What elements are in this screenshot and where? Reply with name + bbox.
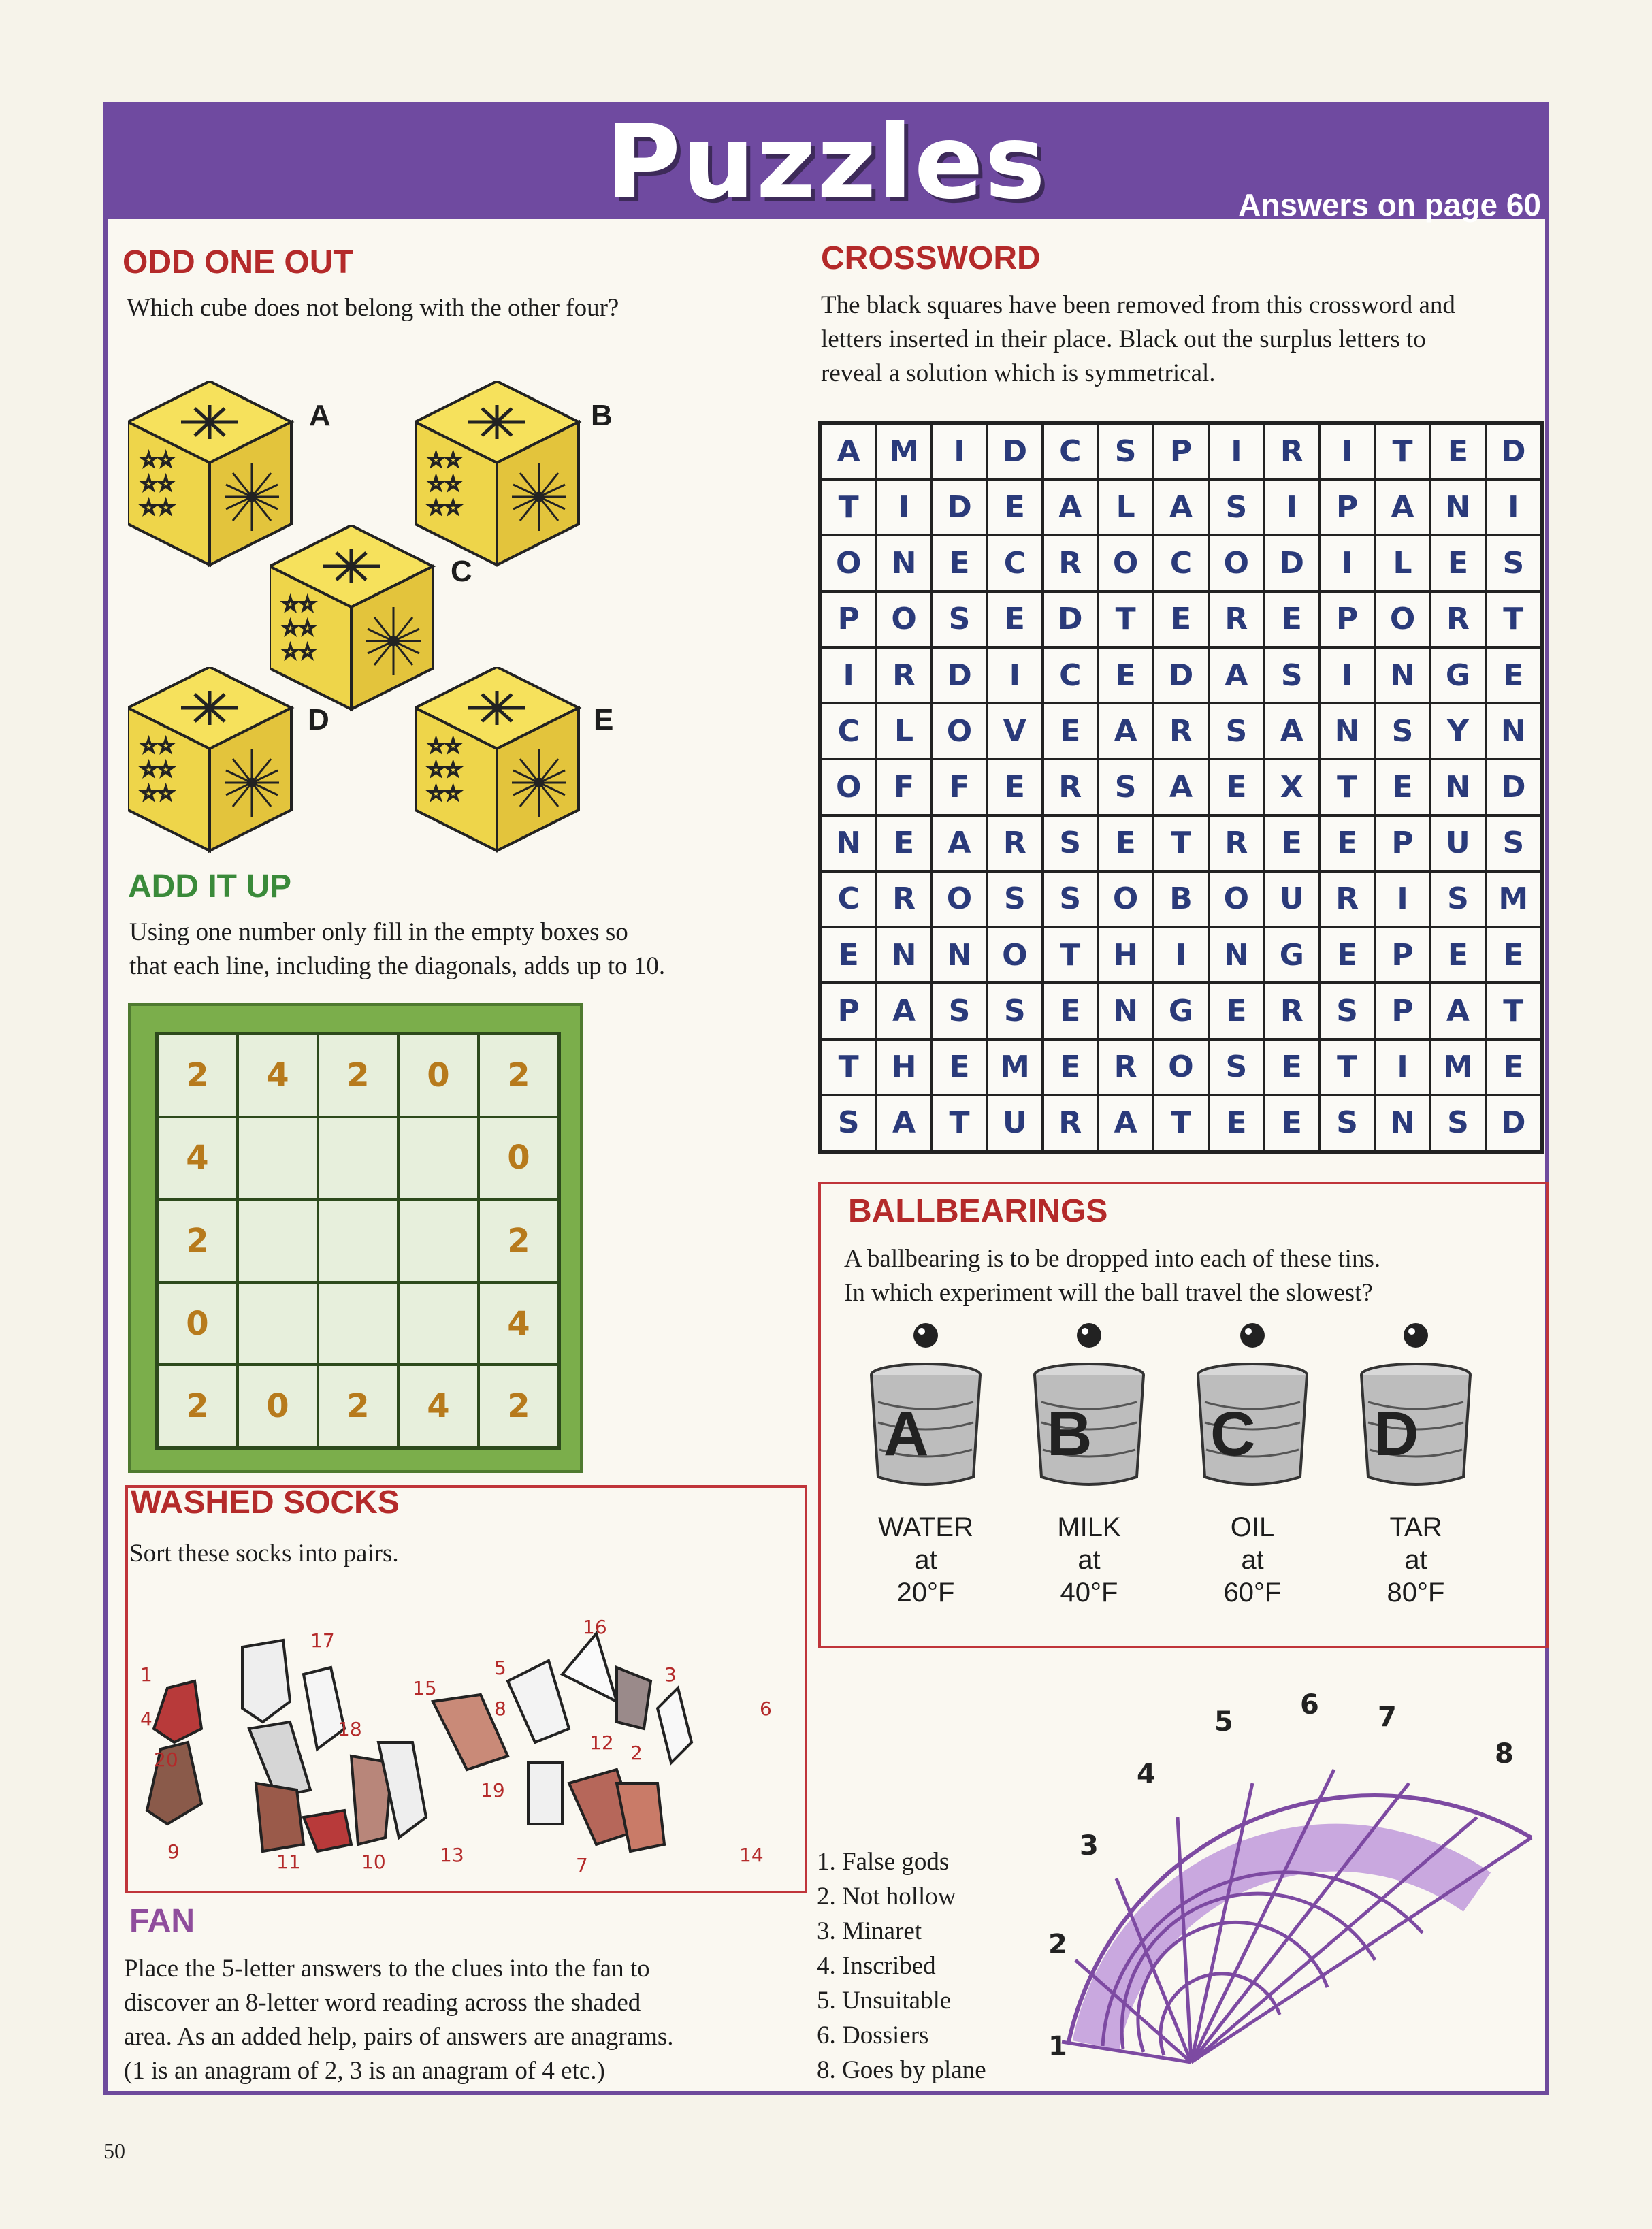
add-grid-cell[interactable] xyxy=(398,1117,479,1200)
crossword-cell[interactable]: E xyxy=(987,479,1042,535)
crossword-cell[interactable]: P xyxy=(1375,927,1430,983)
sock-number-20: 20 xyxy=(154,1748,178,1771)
crossword-cell[interactable]: L xyxy=(876,703,931,759)
crossword-cell[interactable]: S xyxy=(821,1095,876,1151)
socks-illustration xyxy=(127,1593,805,1878)
crossword-cell[interactable]: O xyxy=(1098,535,1153,591)
tin-a-at: at xyxy=(914,1545,937,1575)
crossword-cell[interactable]: S xyxy=(1319,983,1374,1039)
crossword-cell[interactable]: U xyxy=(987,1095,1042,1151)
add-grid-cell: 4 xyxy=(479,1282,559,1365)
crossword-cell[interactable]: I xyxy=(1319,423,1374,479)
crossword-cell[interactable]: E xyxy=(987,591,1042,647)
add-grid-cell: 4 xyxy=(157,1117,238,1200)
crossword-cell[interactable]: E xyxy=(1098,815,1153,871)
crossword-cell[interactable]: T xyxy=(1319,1039,1374,1095)
sock-number-16: 16 xyxy=(583,1616,607,1638)
add-it-up-text-1: Using one number only fill in the empty boxes so xyxy=(129,918,628,946)
crossword-cell[interactable]: R xyxy=(1430,591,1485,647)
page-title: Puzzles xyxy=(606,103,1047,222)
crossword-cell[interactable]: A xyxy=(932,815,987,871)
crossword-cell[interactable]: S xyxy=(987,871,1042,927)
crossword-cell[interactable]: O xyxy=(1209,535,1264,591)
washed-socks-text: Sort these socks into pairs. xyxy=(129,1540,399,1567)
crossword-cell[interactable]: D xyxy=(1153,647,1208,703)
crossword-cell[interactable]: A xyxy=(876,983,931,1039)
fan-number-3: 3 xyxy=(1080,1830,1099,1861)
crossword-cell[interactable]: I xyxy=(1319,647,1374,703)
fan-clue-1: 1. False gods xyxy=(817,1848,950,1876)
crossword-cell[interactable]: N xyxy=(876,927,931,983)
sock-number-5: 5 xyxy=(494,1657,506,1679)
fan-clue-5: 5. Unsuitable xyxy=(817,1987,952,2015)
crossword-cell[interactable]: E xyxy=(1430,927,1485,983)
crossword-cell[interactable]: T xyxy=(932,1095,987,1151)
sock-number-3: 3 xyxy=(664,1663,677,1686)
cube-a-label: A xyxy=(309,399,331,432)
crossword-cell[interactable]: H xyxy=(1098,927,1153,983)
tin-letter-b: B xyxy=(1047,1399,1092,1469)
add-grid-cell: 0 xyxy=(157,1282,238,1365)
tin-b-temp: 40°F xyxy=(1060,1578,1118,1608)
cube-b xyxy=(415,381,582,568)
crossword-cell[interactable]: E xyxy=(1043,1039,1098,1095)
crossword-cell[interactable]: G xyxy=(1264,927,1319,983)
crossword-cell[interactable]: M xyxy=(876,423,931,479)
crossword-cell[interactable]: D xyxy=(1486,759,1541,815)
crossword-cell[interactable]: S xyxy=(987,983,1042,1039)
add-grid-cell[interactable] xyxy=(398,1199,479,1282)
fan-title: FAN xyxy=(129,1903,195,1939)
crossword-cell[interactable]: R xyxy=(1264,983,1319,1039)
crossword-cell[interactable]: D xyxy=(1264,535,1319,591)
add-grid-cell: 2 xyxy=(479,1034,559,1117)
sock-number-8: 8 xyxy=(494,1697,506,1720)
crossword-cell[interactable]: O xyxy=(1153,1039,1208,1095)
sock-number-13: 13 xyxy=(440,1844,464,1866)
crossword-cell[interactable]: E xyxy=(987,759,1042,815)
crossword-cell[interactable]: S xyxy=(1043,871,1098,927)
crossword-cell[interactable]: S xyxy=(1486,535,1541,591)
tin-b-label xyxy=(1028,1511,1150,1609)
crossword-cell[interactable]: O xyxy=(821,535,876,591)
crossword-cell[interactable]: I xyxy=(987,647,1042,703)
tin-d-at: at xyxy=(1404,1545,1427,1575)
fan-text-3: area. As an added help, pairs of answers are anagrams. xyxy=(124,2023,674,2051)
crossword-cell[interactable]: C xyxy=(821,703,876,759)
add-grid-cell: 4 xyxy=(398,1365,479,1448)
add-grid-cell: 0 xyxy=(238,1365,318,1448)
sock-number-14: 14 xyxy=(739,1844,764,1866)
fan-text-4: (1 is an anagram of 2, 3 is an anagram of 4 etc.) xyxy=(124,2057,605,2085)
crossword-cell[interactable]: S xyxy=(1209,1039,1264,1095)
sock-number-7: 7 xyxy=(576,1854,588,1876)
odd-one-out-title: ODD ONE OUT xyxy=(123,244,353,280)
fan-text-1: Place the 5-letter answers to the clues into the fan to xyxy=(124,1955,650,1983)
crossword-cell[interactable]: U xyxy=(1264,871,1319,927)
crossword-cell[interactable]: U xyxy=(1430,815,1485,871)
crossword-cell[interactable]: G xyxy=(1430,647,1485,703)
crossword-cell[interactable]: H xyxy=(876,1039,931,1095)
add-it-up-text-2: that each line, including the diagonals, adds up to 10. xyxy=(129,952,666,980)
crossword-cell[interactable]: E xyxy=(1430,535,1485,591)
crossword-cell[interactable]: D xyxy=(932,647,987,703)
crossword-cell[interactable]: O xyxy=(1098,871,1153,927)
add-grid-cell[interactable] xyxy=(318,1282,398,1365)
sock-number-2: 2 xyxy=(630,1742,643,1764)
sock-number-11: 11 xyxy=(276,1851,301,1873)
tin-letter-a: A xyxy=(884,1399,929,1469)
fan-number-1: 1 xyxy=(1048,2031,1067,2062)
crossword-cell[interactable]: P xyxy=(821,591,876,647)
crossword-cell[interactable]: E xyxy=(1319,815,1374,871)
crossword-cell[interactable]: O xyxy=(1375,591,1430,647)
crossword-cell[interactable]: O xyxy=(932,703,987,759)
ballbearings-title: BALLBEARINGS xyxy=(848,1193,1108,1229)
add-grid-cell: 2 xyxy=(479,1199,559,1282)
crossword-cell[interactable]: A xyxy=(876,1095,931,1151)
tin-c-label xyxy=(1191,1511,1314,1609)
ballbearings-text-1: A ballbearing is to be dropped into each of these tins. xyxy=(844,1245,1381,1273)
add-grid-cell: 2 xyxy=(318,1365,398,1448)
crossword-cell[interactable]: T xyxy=(1043,927,1098,983)
crossword-cell[interactable]: R xyxy=(1043,759,1098,815)
tin-a-liquid: WATER xyxy=(878,1512,973,1542)
crossword-cell[interactable]: E xyxy=(932,535,987,591)
page-number: 50 xyxy=(103,2138,125,2163)
crossword-cell[interactable]: N xyxy=(1098,983,1153,1039)
crossword-cell[interactable]: E xyxy=(1486,927,1541,983)
tin-d-label xyxy=(1355,1511,1477,1609)
crossword-cell[interactable]: F xyxy=(876,759,931,815)
tin-c-temp: 60°F xyxy=(1223,1578,1282,1608)
crossword-cell[interactable]: T xyxy=(1375,423,1430,479)
crossword-grid xyxy=(818,421,1544,1154)
tin-b-liquid: MILK xyxy=(1057,1512,1121,1542)
crossword-cell[interactable]: C xyxy=(1043,423,1098,479)
crossword-cell[interactable]: A xyxy=(1153,759,1208,815)
tin-d-liquid: TAR xyxy=(1389,1512,1442,1542)
crossword-cell[interactable]: S xyxy=(1209,703,1264,759)
crossword-cell[interactable]: E xyxy=(1264,591,1319,647)
crossword-cell[interactable]: N xyxy=(1209,927,1264,983)
add-grid-cell[interactable] xyxy=(398,1282,479,1365)
crossword-cell[interactable]: E xyxy=(821,927,876,983)
ballbearings-text-2: In which experiment will the ball travel the slowest? xyxy=(844,1279,1373,1307)
fan-clue-8: 8. Goes by plane xyxy=(817,2056,986,2084)
crossword-cell[interactable]: E xyxy=(1486,647,1541,703)
crossword-cell[interactable]: P xyxy=(1319,591,1374,647)
crossword-cell[interactable]: A xyxy=(1153,479,1208,535)
crossword-cell[interactable]: O xyxy=(876,591,931,647)
crossword-cell[interactable]: N xyxy=(821,815,876,871)
crossword-cell[interactable]: S xyxy=(1430,871,1485,927)
crossword-cell[interactable]: T xyxy=(821,479,876,535)
sock-number-19: 19 xyxy=(481,1779,505,1802)
crossword-cell[interactable]: T xyxy=(821,1039,876,1095)
crossword-cell[interactable]: S xyxy=(1098,423,1153,479)
cube-d xyxy=(128,667,295,854)
add-grid-cell: 2 xyxy=(479,1365,559,1448)
add-grid-cell[interactable] xyxy=(238,1117,318,1200)
add-grid-cell[interactable] xyxy=(318,1199,398,1282)
crossword-cell[interactable]: O xyxy=(1209,871,1264,927)
crossword-cell[interactable]: R xyxy=(1043,1095,1098,1151)
crossword-cell[interactable]: I xyxy=(1153,927,1208,983)
crossword-text-3: reveal a solution which is symmetrical. xyxy=(821,359,1216,387)
crossword-cell[interactable]: R xyxy=(876,871,931,927)
crossword-cell[interactable]: R xyxy=(1209,591,1264,647)
crossword-cell[interactable]: T xyxy=(1098,591,1153,647)
sock xyxy=(154,1681,201,1742)
tin-a-label xyxy=(864,1511,987,1609)
crossword-cell[interactable]: M xyxy=(987,1039,1042,1095)
crossword-cell[interactable]: D xyxy=(987,423,1042,479)
fan-number-5: 5 xyxy=(1214,1706,1233,1738)
crossword-cell[interactable]: E xyxy=(1098,647,1153,703)
add-it-up-grid xyxy=(128,1003,583,1473)
crossword-cell[interactable]: N xyxy=(1319,703,1374,759)
crossword-cell[interactable]: M xyxy=(1430,1039,1485,1095)
crossword-cell[interactable]: P xyxy=(1375,983,1430,1039)
crossword-cell[interactable]: I xyxy=(821,647,876,703)
crossword-cell[interactable]: V xyxy=(987,703,1042,759)
crossword-cell[interactable]: A xyxy=(1209,647,1264,703)
crossword-cell[interactable]: I xyxy=(1375,1039,1430,1095)
crossword-cell[interactable]: E xyxy=(1319,927,1374,983)
add-grid-cell[interactable] xyxy=(238,1282,318,1365)
add-grid-cell: 2 xyxy=(157,1034,238,1117)
crossword-cell[interactable]: N xyxy=(932,927,987,983)
crossword-cell[interactable]: R xyxy=(1264,423,1319,479)
sock-number-6: 6 xyxy=(760,1697,772,1720)
crossword-cell[interactable]: E xyxy=(1264,1095,1319,1151)
add-grid-cell: 2 xyxy=(157,1365,238,1448)
crossword-cell[interactable]: S xyxy=(1319,1095,1374,1151)
washed-socks-title: WASHED SOCKS xyxy=(131,1484,400,1520)
crossword-cell[interactable]: R xyxy=(987,815,1042,871)
add-grid-cell: 4 xyxy=(238,1034,318,1117)
crossword-cell[interactable]: E xyxy=(1209,1095,1264,1151)
sock-number-17: 17 xyxy=(310,1629,335,1652)
crossword-cell[interactable]: F xyxy=(932,759,987,815)
tin-letter-d: D xyxy=(1374,1399,1419,1469)
add-it-up-title: ADD IT UP xyxy=(128,868,291,905)
crossword-cell[interactable]: A xyxy=(1098,703,1153,759)
crossword-cell[interactable]: O xyxy=(987,927,1042,983)
crossword-cell[interactable]: S xyxy=(932,983,987,1039)
crossword-cell[interactable]: E xyxy=(1043,983,1098,1039)
crossword-cell[interactable]: C xyxy=(1153,535,1208,591)
crossword-cell[interactable]: E xyxy=(876,815,931,871)
crossword-cell[interactable]: T xyxy=(1486,983,1541,1039)
crossword-cell[interactable]: E xyxy=(1264,1039,1319,1095)
crossword-cell[interactable]: R xyxy=(876,647,931,703)
crossword-cell[interactable]: C xyxy=(1043,647,1098,703)
crossword-cell[interactable]: O xyxy=(932,871,987,927)
tin-letter-c: C xyxy=(1210,1399,1256,1469)
crossword-cell[interactable]: P xyxy=(1153,423,1208,479)
crossword-cell[interactable]: L xyxy=(1098,479,1153,535)
sock-number-15: 15 xyxy=(412,1677,437,1699)
add-grid-cell: 0 xyxy=(398,1034,479,1117)
crossword-cell[interactable]: D xyxy=(932,479,987,535)
fan-clue-6: 6. Dossiers xyxy=(817,2021,929,2049)
fan-diagram xyxy=(1035,1681,1552,2089)
crossword-cell[interactable]: C xyxy=(987,535,1042,591)
crossword-cell[interactable]: L xyxy=(1375,535,1430,591)
add-grid-cell: 2 xyxy=(157,1199,238,1282)
crossword-cell[interactable]: T xyxy=(1153,815,1208,871)
crossword-cell[interactable]: A xyxy=(1430,983,1485,1039)
crossword-cell[interactable]: E xyxy=(1375,759,1430,815)
sock-number-4: 4 xyxy=(140,1708,152,1730)
sock-number-18: 18 xyxy=(338,1718,362,1740)
sock-number-12: 12 xyxy=(589,1731,614,1754)
crossword-cell[interactable]: I xyxy=(1375,871,1430,927)
crossword-cell[interactable]: T xyxy=(1486,591,1541,647)
crossword-cell[interactable]: E xyxy=(1043,703,1098,759)
crossword-cell[interactable]: E xyxy=(1430,423,1485,479)
cube-e xyxy=(415,667,582,854)
crossword-cell[interactable]: S xyxy=(1375,703,1430,759)
tin-c-liquid: OIL xyxy=(1230,1512,1275,1542)
tin-b-at: at xyxy=(1078,1545,1101,1575)
add-grid-cell: 0 xyxy=(479,1117,559,1200)
crossword-cell[interactable]: N xyxy=(1430,479,1485,535)
fan-number-6: 6 xyxy=(1300,1689,1319,1721)
crossword-cell[interactable]: E xyxy=(1209,759,1264,815)
crossword-text-2: letters inserted in their place. Black out the surplus letters to xyxy=(821,325,1426,353)
crossword-cell[interactable]: S xyxy=(1264,647,1319,703)
crossword-cell[interactable]: G xyxy=(1153,983,1208,1039)
crossword-cell[interactable]: B xyxy=(1153,871,1208,927)
crossword-cell[interactable]: X xyxy=(1264,759,1319,815)
crossword-cell[interactable]: N xyxy=(1430,759,1485,815)
crossword-cell[interactable]: E xyxy=(1264,815,1319,871)
crossword-cell[interactable]: T xyxy=(1319,759,1374,815)
cube-c-label: C xyxy=(451,555,472,588)
crossword-cell[interactable]: R xyxy=(1319,871,1374,927)
add-grid-cell[interactable] xyxy=(318,1117,398,1200)
crossword-cell[interactable]: E xyxy=(1209,983,1264,1039)
fan-number-4: 4 xyxy=(1137,1759,1156,1790)
fan-clue-3: 3. Minaret xyxy=(817,1917,922,1945)
crossword-cell[interactable]: A xyxy=(1098,1095,1153,1151)
crossword-cell[interactable]: E xyxy=(1486,1039,1541,1095)
crossword-cell[interactable]: P xyxy=(1319,479,1374,535)
crossword-cell[interactable]: R xyxy=(1209,815,1264,871)
sock-number-9: 9 xyxy=(167,1840,180,1863)
crossword-cell[interactable]: A xyxy=(1375,479,1430,535)
crossword-cell[interactable]: S xyxy=(1209,479,1264,535)
cube-d-label: D xyxy=(308,703,329,736)
crossword-cell[interactable]: D xyxy=(1486,1095,1541,1151)
crossword-cell[interactable]: C xyxy=(821,871,876,927)
sock-number-1: 1 xyxy=(140,1663,152,1686)
crossword-cell[interactable]: S xyxy=(1486,815,1541,871)
crossword-cell[interactable]: N xyxy=(1375,1095,1430,1151)
crossword-cell[interactable]: O xyxy=(821,759,876,815)
fan-clue-2: 2. Not hollow xyxy=(817,1883,956,1910)
crossword-cell[interactable]: A xyxy=(1264,703,1319,759)
crossword-cell[interactable]: N xyxy=(1486,703,1541,759)
fan-text-2: discover an 8-letter word reading across the shaded xyxy=(124,1989,641,2017)
crossword-cell[interactable]: S xyxy=(932,591,987,647)
crossword-cell[interactable]: I xyxy=(1486,479,1541,535)
crossword-cell[interactable]: A xyxy=(821,423,876,479)
crossword-cell[interactable]: P xyxy=(821,983,876,1039)
cube-b-label: B xyxy=(591,399,613,432)
odd-one-out-text: Which cube does not belong with the other four? xyxy=(127,294,619,322)
crossword-cell[interactable]: Y xyxy=(1430,703,1485,759)
answers-note: Answers on page 60 xyxy=(1238,187,1541,223)
crossword-cell[interactable]: R xyxy=(1153,703,1208,759)
fan-number-2: 2 xyxy=(1048,1929,1067,1960)
crossword-cell[interactable]: S xyxy=(1098,759,1153,815)
fan-number-8: 8 xyxy=(1495,1738,1514,1770)
tin-a-temp: 20°F xyxy=(896,1578,955,1608)
tin-c-at: at xyxy=(1241,1545,1264,1575)
crossword-cell[interactable]: I xyxy=(932,423,987,479)
fan-clue-4: 4. Inscribed xyxy=(817,1952,936,1980)
crossword-cell[interactable]: D xyxy=(1043,591,1098,647)
crossword-cell[interactable]: N xyxy=(876,535,931,591)
add-grid-cell: 2 xyxy=(318,1034,398,1117)
tin-d-temp: 80°F xyxy=(1387,1578,1445,1608)
crossword-cell[interactable]: T xyxy=(1153,1095,1208,1151)
sock-number-10: 10 xyxy=(361,1851,386,1873)
crossword-cell[interactable]: I xyxy=(1319,535,1374,591)
crossword-cell[interactable]: R xyxy=(1098,1039,1153,1095)
crossword-cell[interactable]: R xyxy=(1043,535,1098,591)
crossword-cell[interactable]: D xyxy=(1486,423,1541,479)
crossword-cell[interactable]: A xyxy=(1043,479,1098,535)
page-header xyxy=(103,102,1549,223)
crossword-cell[interactable]: N xyxy=(1375,647,1430,703)
crossword-cell[interactable]: I xyxy=(1209,423,1264,479)
crossword-cell[interactable]: I xyxy=(1264,479,1319,535)
crossword-title: CROSSWORD xyxy=(821,240,1041,276)
add-grid-cell[interactable] xyxy=(238,1199,318,1282)
crossword-cell[interactable]: P xyxy=(1375,815,1430,871)
crossword-cell[interactable]: S xyxy=(1430,1095,1485,1151)
crossword-cell[interactable]: I xyxy=(876,479,931,535)
crossword-cell[interactable]: S xyxy=(1043,815,1098,871)
cube-e-label: E xyxy=(594,703,614,736)
crossword-cell[interactable]: E xyxy=(932,1039,987,1095)
crossword-cell[interactable]: E xyxy=(1153,591,1208,647)
crossword-cell[interactable]: M xyxy=(1486,871,1541,927)
crossword-text-1: The black squares have been removed from this crossword and xyxy=(821,291,1455,319)
fan-number-7: 7 xyxy=(1378,1702,1397,1733)
